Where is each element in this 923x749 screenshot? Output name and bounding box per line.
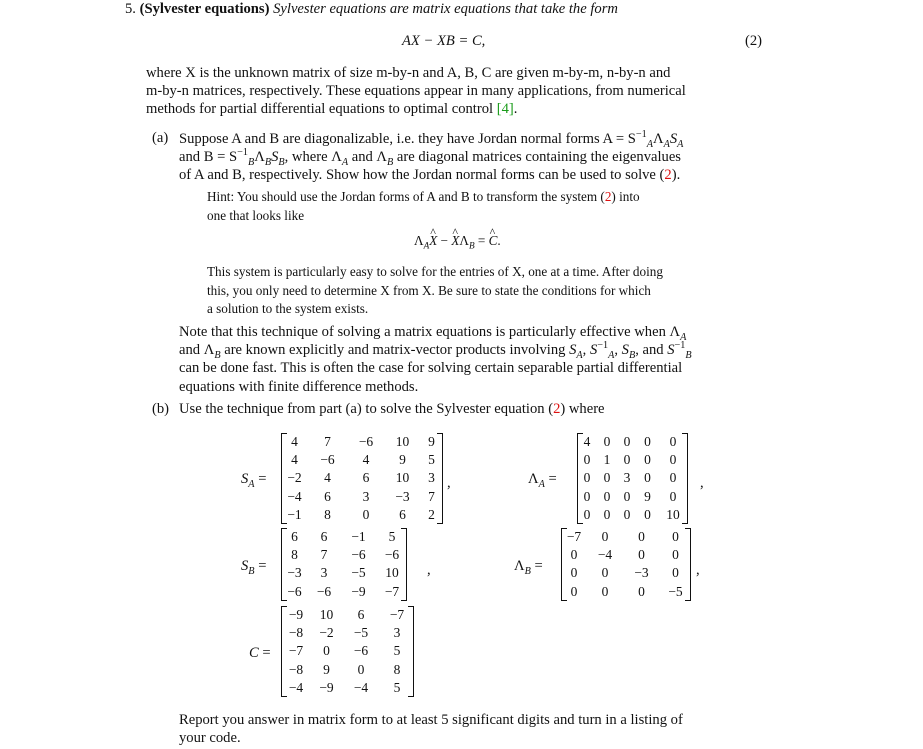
matrix-cell: 0 — [601, 529, 609, 545]
matrix-row — [281, 624, 414, 642]
right-bracket — [408, 606, 414, 697]
left-bracket — [281, 433, 287, 524]
matrix-cell: −3 — [634, 565, 649, 581]
matrix-cell: 0 — [570, 547, 578, 563]
matrix-cell: 0 — [638, 583, 645, 599]
matrix-cell: 0 — [583, 488, 591, 504]
matrix-row — [577, 451, 688, 469]
system-line-2: this, you only need to determine X from X. Be sure to state the conditions for which — [207, 282, 651, 298]
matrix-cell: 8 — [393, 661, 401, 677]
matrix-cell: 0 — [638, 529, 645, 545]
part-a-line-3: of A and B, respectively. Show how the Jordan normal forms can be used to solve (2). — [179, 167, 681, 184]
matrix-cell: −2 — [287, 470, 302, 486]
matrix-cell: −5 — [351, 565, 366, 581]
matrix-cell: 9 — [323, 661, 330, 677]
matrix-cell: −6 — [316, 583, 332, 599]
right-bracket — [401, 528, 407, 601]
problem-header — [125, 1, 618, 18]
matrix-cell: −4 — [287, 488, 302, 504]
matrix-cell: −9 — [319, 679, 334, 695]
C-label: C = — [249, 645, 271, 661]
matrix-cell: −3 — [395, 488, 410, 504]
part-a-label: (a) — [152, 130, 169, 146]
matrix-LA — [577, 433, 688, 524]
matrix-cell: −6 — [320, 452, 335, 468]
part-b-label: (b) — [152, 401, 170, 417]
matrix-cell: 5 — [393, 679, 401, 695]
matrix-cell: −6 — [384, 547, 400, 563]
matrix-row — [281, 606, 414, 624]
matrix-cell: 0 — [357, 661, 365, 677]
SB-label: $S_B$ = — [241, 558, 267, 577]
eq-ref-link[interactable]: 2 — [664, 167, 672, 184]
matrix-cell: 0 — [603, 470, 611, 486]
right-bracket — [685, 528, 691, 601]
matrix-SA — [281, 433, 443, 524]
note-line-2: and $\Lambda_B$ are known explicitly and matrix-vector products involving $S_A$, $S^{-1}_A$, $S_B$, and $S^{-1}_B$ — [179, 340, 692, 362]
matrix-row — [281, 546, 407, 564]
matrix-row — [281, 488, 443, 506]
matrix-cell: 8 — [291, 547, 298, 563]
matrix-cell: −2 — [319, 625, 334, 641]
matrix-cell: 0 — [623, 506, 631, 522]
intro-paragraph — [146, 64, 686, 119]
left-bracket — [577, 433, 583, 524]
matrix-SB — [281, 528, 407, 601]
system-line-1: This system is particularly easy to solve for the entries of X, one at a time. After doing — [207, 264, 663, 279]
matrix-cell: 0 — [583, 452, 591, 468]
left-bracket — [281, 528, 287, 601]
matrix-cell: −8 — [288, 625, 304, 641]
equation-number: (2) — [745, 33, 763, 49]
SA-label: $S_A$ = — [241, 471, 267, 490]
matrix-cell: −1 — [287, 506, 302, 522]
part-a-line-2: and $B = S^{-1}_B\Lambda_BS_B$, where $\Lambda_A$ and $\Lambda_B$ are diagonal matrices containing the eigenvalues — [179, 147, 681, 169]
hint-block — [207, 188, 640, 225]
matrix-cell: −8 — [288, 661, 304, 677]
matrix-cell: 0 — [644, 434, 651, 450]
matrix-cell: 6 — [399, 506, 406, 522]
matrix-cell: 0 — [583, 506, 591, 522]
matrix-row — [577, 469, 688, 487]
matrix-cell: 3 — [393, 625, 401, 641]
matrix-cell: 6 — [362, 470, 370, 486]
matrix-cell: −7 — [384, 583, 400, 599]
matrix-cell: 10 — [319, 607, 334, 623]
LB-label: $\Lambda_B$ = — [514, 558, 543, 577]
matrix-cell: 1 — [603, 452, 611, 468]
matrix-cell: −6 — [351, 547, 366, 563]
system-line-3: a solution to the system exists. — [207, 301, 369, 317]
comma: , — [427, 562, 431, 578]
matrix-cell: 0 — [672, 547, 679, 563]
matrix-LB — [561, 528, 691, 601]
matrix-row — [281, 661, 414, 679]
matrix-cell: 0 — [570, 583, 578, 599]
matrix-cell: −7 — [566, 529, 582, 545]
matrix-cell: 0 — [644, 470, 651, 486]
intro-line-3: methods for partial differential equations to optimal control [4]. — [146, 101, 518, 118]
matrix-cell: −6 — [287, 583, 302, 599]
matrix-cell: −5 — [668, 583, 683, 599]
matrix-cell: 0 — [362, 506, 370, 522]
matrix-row — [281, 528, 407, 546]
problem-number: 5. — [125, 1, 136, 17]
matrix-cell: 3 — [362, 488, 370, 504]
matrix-cell: 4 — [362, 452, 370, 468]
right-bracket — [682, 433, 688, 524]
matrix-cell: 3 — [320, 565, 328, 581]
matrix-cell: 9 — [428, 434, 435, 450]
matrix-cell: 7 — [428, 488, 435, 504]
matrix-cell: 0 — [623, 452, 631, 468]
report-line-1: Report you answer in matrix form to at least 5 significant digits and turn in a listing of — [179, 712, 683, 728]
matrix-cell: 4 — [291, 434, 298, 450]
matrix-cell: 0 — [644, 506, 651, 522]
matrix-row — [561, 546, 691, 564]
hint-line-1: Hint: You should use the Jordan forms of A and B to transform the system (2) into — [207, 189, 640, 204]
matrix-cell: −1 — [351, 529, 366, 545]
matrix-cell: 9 — [399, 452, 406, 468]
matrix-cell: 0 — [603, 434, 611, 450]
matrix-cell: 0 — [601, 583, 609, 599]
hint-line-2: one that looks like — [207, 207, 305, 223]
part-a-line-1: Suppose A and B are diagonalizable, i.e. they have Jordan normal forms $A = S^{-1}_A\Lambda_AS_A$ — [179, 129, 684, 150]
report-line-2: your code. — [179, 730, 241, 747]
comma: , — [696, 562, 700, 578]
matrix-cell: 10 — [666, 506, 680, 522]
matrix-cell: 0 — [623, 488, 631, 504]
matrix-row — [281, 451, 443, 469]
problem-title: (Sylvester equations) — [139, 1, 270, 17]
matrix-cell: 5 — [388, 529, 396, 545]
left-bracket — [561, 528, 567, 601]
matrix-row — [281, 564, 407, 582]
matrix-cell: 6 — [324, 488, 331, 504]
matrix-cell: 10 — [395, 470, 410, 486]
matrix-cell: 4 — [583, 434, 591, 450]
matrix-cell: −9 — [288, 607, 304, 623]
eq-ref-link[interactable]: 2 — [553, 401, 561, 417]
matrix-cell: 7 — [324, 434, 331, 450]
matrix-cell: 5 — [393, 643, 401, 659]
matrix-cell: 6 — [357, 607, 365, 623]
matrix-cell: −5 — [353, 625, 369, 641]
matrix-cell: 5 — [428, 452, 435, 468]
matrix-cell: −4 — [288, 679, 304, 695]
part-a-text — [179, 130, 683, 185]
matrix-cell: 0 — [672, 529, 679, 545]
matrix-cell: 0 — [603, 506, 611, 522]
matrix-row — [281, 506, 443, 524]
note-line-1: Note that this technique of solving a matrix equations is particularly effective when $\Lambda_A$ — [179, 324, 687, 343]
system-note — [207, 263, 663, 319]
matrix-cell: −7 — [288, 643, 304, 659]
matrix-cell: −4 — [597, 547, 613, 563]
matrix-cell: 10 — [385, 565, 399, 581]
matrix-cell: 6 — [320, 529, 328, 545]
technique-note — [179, 323, 692, 396]
matrix-cell: 0 — [644, 452, 651, 468]
matrix-cell: 0 — [570, 565, 578, 581]
LA-label: $\Lambda_A$ = — [528, 471, 557, 490]
matrix-row — [561, 528, 691, 546]
matrix-cell: −9 — [351, 583, 366, 599]
left-bracket — [281, 606, 287, 697]
matrix-cell: 10 — [395, 434, 410, 450]
matrix-cell: 2 — [428, 506, 435, 522]
matrix-cell: 0 — [669, 434, 677, 450]
matrix-cell: 0 — [669, 470, 677, 486]
matrix-cell: −6 — [353, 643, 369, 659]
matrix-cell: −4 — [353, 679, 369, 695]
matrix-cell: 6 — [291, 529, 298, 545]
note-line-3: can be done fast. This is often the case for solving certain separable partial differential — [179, 360, 683, 377]
matrix-cell: 0 — [603, 488, 611, 504]
matrix-cell: 4 — [324, 470, 331, 486]
matrix-row — [281, 642, 414, 660]
matrix-cell: 0 — [583, 470, 591, 486]
matrix-cell: 8 — [324, 506, 331, 522]
comma: , — [447, 475, 451, 491]
matrix-cell: 3 — [623, 470, 631, 486]
problem-intro: Sylvester equations are matrix equations that take the form — [273, 1, 618, 17]
matrix-cell: 7 — [320, 547, 328, 563]
matrix-cell: 0 — [669, 488, 677, 504]
matrix-cell: 4 — [291, 452, 298, 468]
main-equation: AX − XB = C, — [402, 33, 486, 49]
matrix-cell: 0 — [669, 452, 677, 468]
matrix-row — [281, 583, 407, 601]
matrix-cell: 0 — [601, 565, 609, 581]
matrix-row — [561, 564, 691, 582]
matrix-cell: 0 — [638, 547, 645, 563]
matrix-cell: −6 — [358, 434, 374, 450]
matrix-row — [577, 506, 688, 524]
matrix-cell: 0 — [672, 565, 679, 581]
matrix-row — [577, 488, 688, 506]
note-line-4: equations with finite difference methods. — [179, 378, 419, 395]
matrix-row — [281, 679, 414, 697]
matrix-row — [577, 433, 688, 451]
matrix-C — [281, 606, 414, 697]
matrix-cell: 0 — [623, 434, 631, 450]
matrix-cell: 9 — [644, 488, 651, 504]
matrix-row — [561, 583, 691, 601]
matrix-cell: −7 — [389, 607, 405, 623]
right-bracket — [437, 433, 443, 524]
citation-link[interactable]: 4 — [501, 101, 509, 118]
matrix-row — [281, 433, 443, 451]
comma: , — [700, 475, 704, 491]
hint-equation: $\Lambda_A\^{}$ X − ^ $X\Lambda_B$ = ^ C. — [414, 232, 501, 251]
intro-line-2: m-by-n matrices, respectively. These equations appear in many applications, from numerical — [146, 83, 686, 100]
intro-line-1: where X is the unknown matrix of size m-by-n and A, B, C are given m-by-m, n-by-n and — [146, 65, 671, 81]
matrix-cell: 3 — [428, 470, 435, 486]
matrix-row — [281, 469, 443, 487]
matrix-cell: −3 — [287, 565, 302, 581]
part-b-line-1: Use the technique from part (a) to solve the Sylvester equation (2) where — [179, 401, 605, 417]
matrix-cell: 0 — [323, 643, 330, 659]
eq-ref-link[interactable]: 2 — [604, 189, 612, 204]
report-note — [179, 711, 683, 747]
